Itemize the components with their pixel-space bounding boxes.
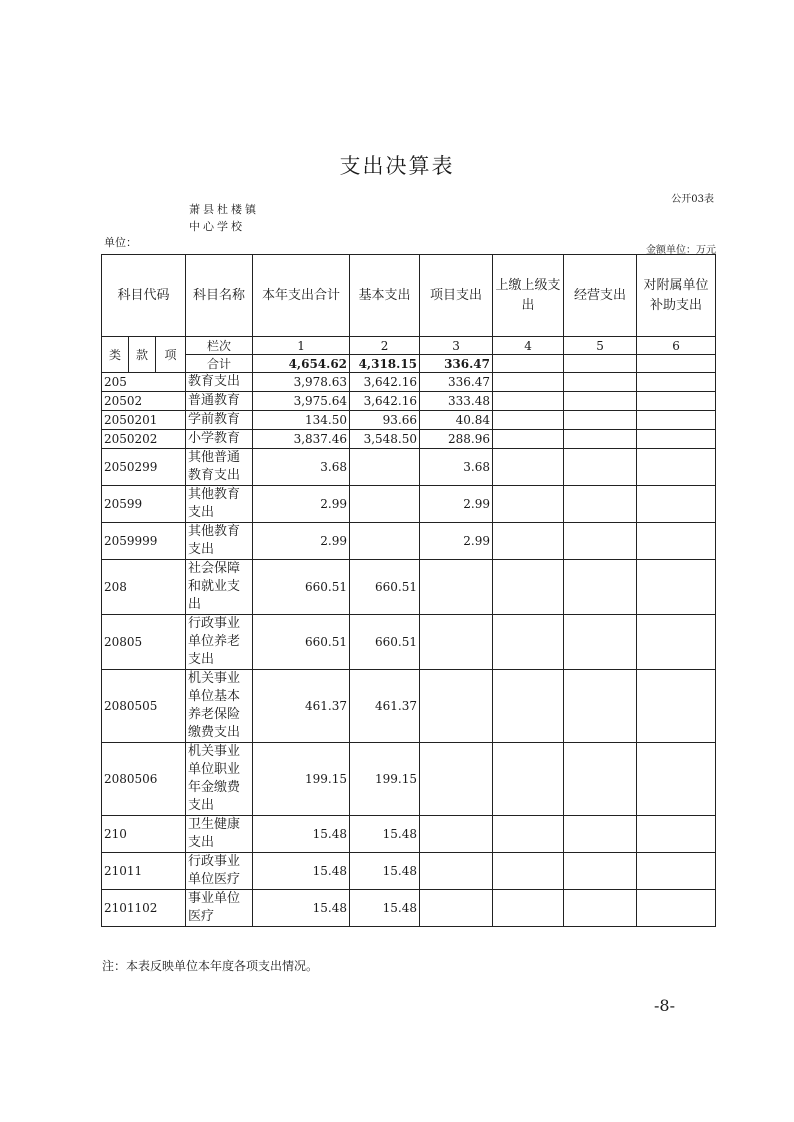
table-row [102, 743, 716, 816]
row-basic [350, 523, 420, 560]
row-subsidy [637, 743, 716, 816]
row-name: 教育支出 [186, 373, 253, 392]
row-total: 2.99 [253, 523, 350, 560]
row-upper [493, 373, 564, 392]
row-project [420, 890, 493, 927]
row-subsidy [637, 560, 716, 615]
column-number: 1 [253, 337, 350, 355]
row-project [420, 615, 493, 670]
row-subsidy [637, 392, 716, 411]
row-total: 3,975.64 [253, 392, 350, 411]
row-name: 事业单位医疗 [186, 890, 253, 927]
row-project: 288.96 [420, 430, 493, 449]
row-basic: 3,642.16 [350, 373, 420, 392]
column-number: 6 [637, 337, 716, 355]
column-number: 2 [350, 337, 420, 355]
row-code: 210 [102, 816, 186, 853]
row-subsidy [637, 411, 716, 430]
header-name: 科目名称 [186, 255, 253, 337]
row-project [420, 670, 493, 743]
row-operating [564, 853, 637, 890]
money-unit: 金额单位：万元 [646, 245, 716, 256]
row-subsidy [637, 430, 716, 449]
header-code: 科目代码 [102, 255, 186, 337]
row-code: 2101102 [102, 890, 186, 927]
row-basic: 660.51 [350, 615, 420, 670]
row-name: 机关事业单位职业年金缴费支出 [186, 743, 253, 816]
row-project [420, 743, 493, 816]
row-upper [493, 486, 564, 523]
row-subsidy [637, 449, 716, 486]
column-number: 4 [493, 337, 564, 355]
row-code: 2050201 [102, 411, 186, 430]
row-project: 336.47 [420, 373, 493, 392]
row-upper [493, 523, 564, 560]
table-row [102, 449, 716, 486]
row-name: 行政事业单位医疗 [186, 853, 253, 890]
unit-name: 萧县杜楼镇中心学校 [189, 203, 259, 233]
row-operating [564, 890, 637, 927]
header-upper: 上缴上级支出 [493, 255, 564, 337]
table-row [102, 615, 716, 670]
row-total: 15.48 [253, 890, 350, 927]
row-subsidy [637, 523, 716, 560]
row-code: 208 [102, 560, 186, 615]
row-name: 行政事业单位养老支出 [186, 615, 253, 670]
header-basic: 基本支出 [350, 255, 420, 337]
row-operating [564, 449, 637, 486]
row-name: 其他教育支出 [186, 523, 253, 560]
row-code: 20805 [102, 615, 186, 670]
row-total: 3,837.46 [253, 430, 350, 449]
row-total: 3,978.63 [253, 373, 350, 392]
row-name: 其他普通教育支出 [186, 449, 253, 486]
expenditure-table [101, 254, 716, 927]
row-name: 卫生健康支出 [186, 816, 253, 853]
total-total: 4,654.62 [253, 355, 350, 373]
header-lei: 类 [102, 337, 129, 373]
row-subsidy [637, 615, 716, 670]
row-basic: 3,548.50 [350, 430, 420, 449]
row-total: 660.51 [253, 560, 350, 615]
row-basic: 15.48 [350, 890, 420, 927]
footnote: 注：本表反映单位本年度各项支出情况。 [102, 959, 319, 973]
row-operating [564, 373, 637, 392]
row-basic: 15.48 [350, 853, 420, 890]
row-total: 660.51 [253, 615, 350, 670]
row-operating [564, 743, 637, 816]
row-code: 2059999 [102, 523, 186, 560]
table-row [102, 486, 716, 523]
table-row [102, 430, 716, 449]
row-operating [564, 411, 637, 430]
row-basic: 461.37 [350, 670, 420, 743]
total-upper [493, 355, 564, 373]
row-basic: 3,642.16 [350, 392, 420, 411]
row-basic: 199.15 [350, 743, 420, 816]
row-subsidy [637, 890, 716, 927]
table-row [102, 523, 716, 560]
row-name: 普通教育 [186, 392, 253, 411]
total-basic: 4,318.15 [350, 355, 420, 373]
total-subsidy [637, 355, 716, 373]
unit-label: 单位： [104, 236, 137, 249]
row-project [420, 853, 493, 890]
row-upper [493, 449, 564, 486]
row-name: 小学教育 [186, 430, 253, 449]
table-row [102, 411, 716, 430]
row-operating [564, 670, 637, 743]
row-code: 2050202 [102, 430, 186, 449]
table-row [102, 853, 716, 890]
row-basic: 15.48 [350, 816, 420, 853]
row-operating [564, 615, 637, 670]
row-basic: 660.51 [350, 560, 420, 615]
row-upper [493, 816, 564, 853]
row-code: 20502 [102, 392, 186, 411]
row-upper [493, 615, 564, 670]
row-total: 199.15 [253, 743, 350, 816]
row-project: 3.68 [420, 449, 493, 486]
row-code: 21011 [102, 853, 186, 890]
row-total: 15.48 [253, 816, 350, 853]
page-title: 支出决算表 [339, 154, 455, 178]
row-upper [493, 670, 564, 743]
row-upper [493, 392, 564, 411]
form-code: 公开03表 [671, 194, 714, 205]
header-lanci: 栏次 [186, 337, 253, 355]
row-basic [350, 486, 420, 523]
column-number-row [102, 337, 716, 355]
header-heji: 合计 [186, 355, 253, 373]
header-operating: 经营支出 [564, 255, 637, 337]
row-name: 机关事业单位基本养老保险缴费支出 [186, 670, 253, 743]
row-operating [564, 430, 637, 449]
total-operating [564, 355, 637, 373]
row-subsidy [637, 670, 716, 743]
row-upper [493, 890, 564, 927]
header-xiang: 项 [156, 337, 186, 373]
row-project: 2.99 [420, 486, 493, 523]
row-operating [564, 392, 637, 411]
row-total: 3.68 [253, 449, 350, 486]
table-row [102, 560, 716, 615]
row-operating [564, 816, 637, 853]
row-operating [564, 486, 637, 523]
header-row [102, 255, 716, 337]
row-project: 40.84 [420, 411, 493, 430]
header-kuan: 款 [129, 337, 156, 373]
row-subsidy [637, 816, 716, 853]
row-basic: 93.66 [350, 411, 420, 430]
row-code: 2080506 [102, 743, 186, 816]
row-code: 20599 [102, 486, 186, 523]
row-upper [493, 411, 564, 430]
column-number: 5 [564, 337, 637, 355]
total-project: 336.47 [420, 355, 493, 373]
row-total: 134.50 [253, 411, 350, 430]
totals-row [102, 355, 716, 373]
table-row [102, 392, 716, 411]
table-row [102, 816, 716, 853]
row-code: 2080505 [102, 670, 186, 743]
table-row [102, 373, 716, 392]
row-total: 461.37 [253, 670, 350, 743]
row-project: 333.48 [420, 392, 493, 411]
row-name: 社会保障和就业支出 [186, 560, 253, 615]
row-project [420, 816, 493, 853]
row-project [420, 560, 493, 615]
row-upper [493, 560, 564, 615]
table-row [102, 670, 716, 743]
row-subsidy [637, 853, 716, 890]
row-total: 2.99 [253, 486, 350, 523]
row-upper [493, 743, 564, 816]
row-upper [493, 853, 564, 890]
row-name: 其他教育支出 [186, 486, 253, 523]
header-total: 本年支出合计 [253, 255, 350, 337]
row-subsidy [637, 486, 716, 523]
row-project: 2.99 [420, 523, 493, 560]
row-operating [564, 560, 637, 615]
row-basic [350, 449, 420, 486]
row-name: 学前教育 [186, 411, 253, 430]
header-project: 项目支出 [420, 255, 493, 337]
row-code: 2050299 [102, 449, 186, 486]
header-subsidy: 对附属单位补助支出 [637, 255, 716, 337]
row-subsidy [637, 373, 716, 392]
row-upper [493, 430, 564, 449]
column-number: 3 [420, 337, 493, 355]
page-number: -8- [654, 996, 675, 1015]
row-code: 205 [102, 373, 186, 392]
row-operating [564, 523, 637, 560]
row-total: 15.48 [253, 853, 350, 890]
table-row [102, 890, 716, 927]
